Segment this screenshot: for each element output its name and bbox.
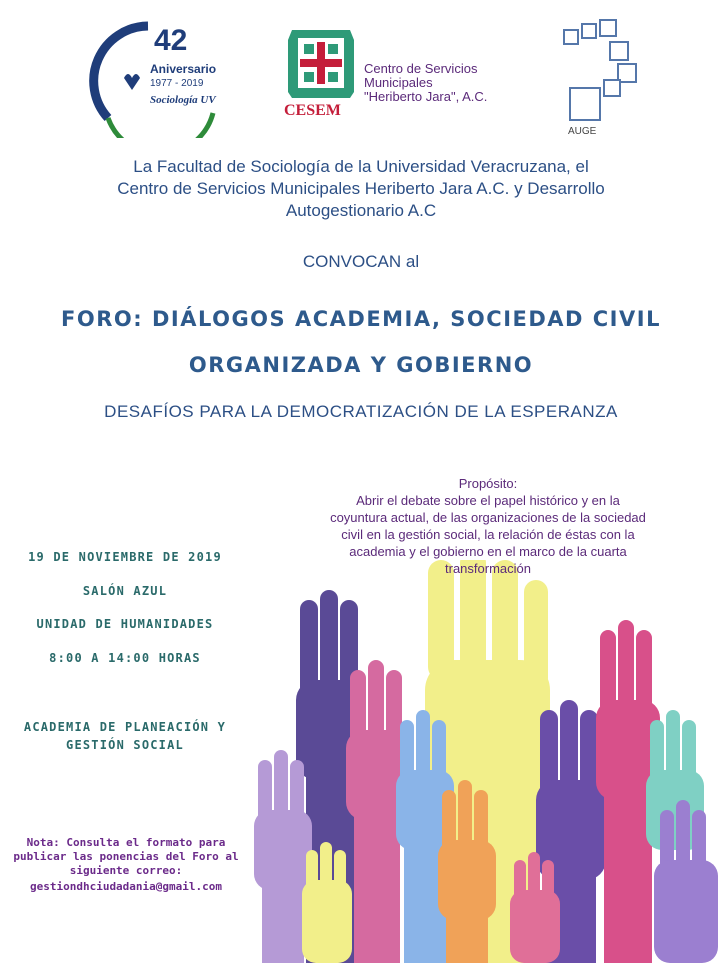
intro-line-3: Autogestionario A.C xyxy=(285,201,437,220)
small-pink-hand xyxy=(510,852,560,963)
event-time: 8:00 A 14:00 HORAS xyxy=(49,651,201,665)
hands-icon xyxy=(250,560,722,963)
purpose-line-5: transformación xyxy=(445,561,531,576)
organizer xyxy=(0,718,250,754)
fleur-icon xyxy=(124,74,140,90)
forum-title-line-2: ORGANIZADA Y GOBIERNO xyxy=(188,353,534,377)
event-place: SALÓN AZUL xyxy=(82,584,168,598)
note-line-2: publicar las ponencias del Foro al xyxy=(13,850,239,863)
purpose-block xyxy=(288,475,688,577)
orange-hand xyxy=(438,780,496,963)
cesem-line-3: "Heriberto Jara", A.C. xyxy=(364,89,488,104)
purpose-line-3: civil en la gestión social, la relación de éstas con la xyxy=(341,527,635,542)
purpose-title: Propósito: xyxy=(458,476,518,491)
purpose-line-1: Abrir el debate sobre el papel histórico y en la xyxy=(356,493,620,508)
auge-logo xyxy=(560,18,650,128)
forum-subtitle: DESAFÍOS PARA LA DEMOCRATIZACIÓN DE LA ESPERANZA xyxy=(104,402,618,421)
anniversary-years: 1977 - 2019 xyxy=(150,78,204,89)
organizer-line-1: ACADEMIA DE PLANEACIÓN Y xyxy=(23,720,227,734)
purpose-line-2: coyuntura actual, de las organizaciones de la sociedad xyxy=(330,510,646,525)
forum-title xyxy=(0,296,722,388)
cesem-line-1: Centro de Servicios xyxy=(364,61,478,76)
auge-label: AUGE xyxy=(568,126,597,137)
cesem-emblem-icon xyxy=(284,26,358,102)
sociologia-label: Sociología UV xyxy=(150,94,216,106)
forum-title-line-1: FORO: DIÁLOGOS ACADEMIA, SOCIEDAD CIVIL xyxy=(61,307,661,331)
cesem-logo xyxy=(284,26,358,102)
cesem-line-2: Municipales xyxy=(364,75,433,90)
convocan-text: CONVOCAN al xyxy=(302,252,420,271)
contact-email[interactable]: gestiondhciudadania@gmail.com xyxy=(29,880,223,893)
purpose-line-4: academia y el gobierno en el marco de la cuarta xyxy=(349,544,627,559)
sociologia-uv-logo xyxy=(88,18,228,138)
cesem-fullname xyxy=(364,62,534,104)
anniversary-number: 42 xyxy=(154,24,188,57)
event-unit: UNIDAD DE HUMANIDADES xyxy=(36,617,214,631)
cesem-name: CESEM xyxy=(284,102,341,119)
intro-line-2: Centro de Servicios Municipales Heriberto Jara A.C. y Desarrollo xyxy=(117,179,605,198)
small-yellow-hand xyxy=(302,842,352,963)
violet-hand xyxy=(654,800,718,963)
note-line-1: Nota: Consulta el formato para xyxy=(26,836,226,849)
note-block xyxy=(6,836,246,878)
anniversary-label: Aniversario xyxy=(150,62,217,76)
event-date: 19 DE NOVIEMBRE DE 2019 xyxy=(28,550,222,564)
note-line-3: siguiente correo: xyxy=(69,864,183,877)
intro-line-1: La Facultad de Sociología de la Universidad Veracruzana, el xyxy=(133,157,589,176)
intro-text xyxy=(40,156,682,222)
raised-hands-illustration xyxy=(250,560,722,963)
organizer-line-2: GESTIÓN SOCIAL xyxy=(66,738,184,752)
auge-cubes-icon xyxy=(560,18,650,128)
